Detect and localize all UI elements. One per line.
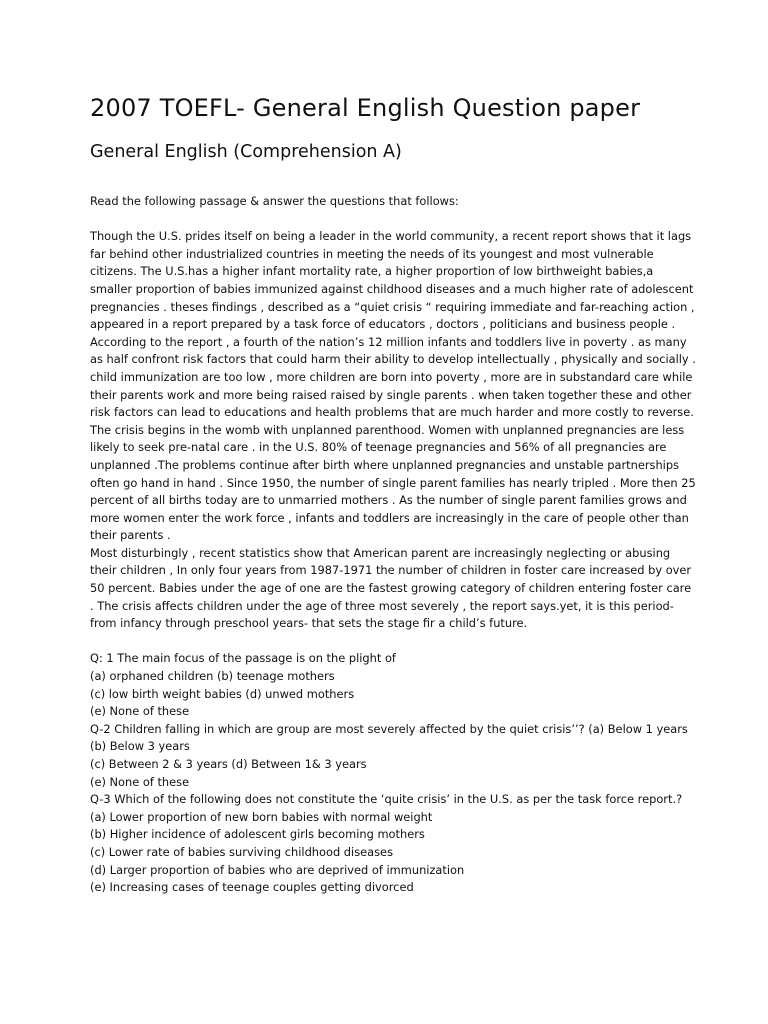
page-title: 2007 TOEFL- General English Question paper bbox=[90, 94, 641, 122]
option-line: (c) Between 2 & 3 years (d) Between 1& 3 years bbox=[90, 757, 367, 771]
option-line: (a) orphaned children (b) teenage mothers bbox=[90, 669, 335, 684]
passage-paragraph: Though the U.S. prides itself on being a leader in the world community, a recent report shows that it lags far behind other industrialized countries in meeting the needs of its youngest and most vulnerable citizens. The U.S.has a higher infant mortality rate, a higher proportion of low birthweight babies,a smaller proportion of babies immunized against childhood diseases and a much higher rate of adolescent pregnancies . theses findings , described as a “quiet crisis “ requiring immediate and far-reaching action , appeared in a report prepared by a task force of educators , doctors , politicians and business people . According to the report , a fourth of the nation’s 12 million infants and toddlers live in poverty . as many as half confront risk factors that could harm their ability to develop intellectually , physically and socially . child immunization are too low , more children are born into poverty , more are in substandard care while their parents work and more being raised raised by single parents . when taken together these and other risk factors can lead to educations and health problems that are much harder and more costly to reverse. The crisis begins in the womb with unplanned parenthood. Women with unplanned pregnancies are less likely to seek pre-natal care . in the U.S. 80% of teenage pregnancies and 56% of all pregnancies are unplanned .The problems continue after birth where unplanned pregnancies and unstable partnerships often go hand in hand . Since 1950, the number of single parent families has nearly tripled . More then 25 percent of all births today are to unmarried mothers . As the number of single parent families grows and more women enter the work force , infants and toddlers are increasingly in the care of people other than their parents . bbox=[90, 229, 696, 543]
option-line: (c) low birth weight babies (d) unwed mothers bbox=[90, 686, 355, 701]
instruction-text: Read the following passage & answer the questions that follows: bbox=[90, 194, 459, 208]
option-line: (b) Higher incidence of adolescent girls becoming mothers bbox=[90, 827, 425, 842]
question-line: Q-3 Which of the following does not constitute the ‘quite crisis’ in the U.S. as per the task force report.? bbox=[90, 792, 683, 807]
option-line: (e) Increasing cases of teenage couples getting divorced bbox=[90, 880, 414, 895]
question-line: Q-2 Children falling in which are group are most severely affected by the quiet crisis’’? (a) Below 1 years bbox=[90, 721, 688, 736]
document-body bbox=[90, 193, 698, 897]
option-line: (a) Lower proportion of new born babies with normal weight bbox=[90, 809, 433, 824]
passage bbox=[90, 228, 698, 633]
passage-paragraph: Most disturbingly , recent statistics show that American parent are increasingly neglecting or abusing their children , In only four years from 1987-1971 the number of children in foster care increased by over 50 percent. Babies under the age of one are the fastest growing category of children entering foster care . The crisis affects children under the age of three most severely , the report says.yet, it is this period- from infancy through preschool years- that sets the stage fir a child’s future. bbox=[90, 545, 692, 631]
option-line: (e) None of these bbox=[90, 774, 190, 789]
option-line: (c) Lower rate of babies surviving childhood diseases bbox=[90, 844, 394, 859]
option-line: (e) None of these bbox=[90, 704, 190, 719]
option-line: (b) Below 3 years bbox=[90, 739, 190, 754]
question-line: Q: 1 The main focus of the passage is on the plight of bbox=[90, 651, 396, 666]
page-subtitle: General English (Comprehension A) bbox=[90, 142, 402, 162]
option-line: (d) Larger proportion of babies who are deprived of immunization bbox=[90, 862, 465, 877]
questions-section bbox=[90, 650, 698, 896]
